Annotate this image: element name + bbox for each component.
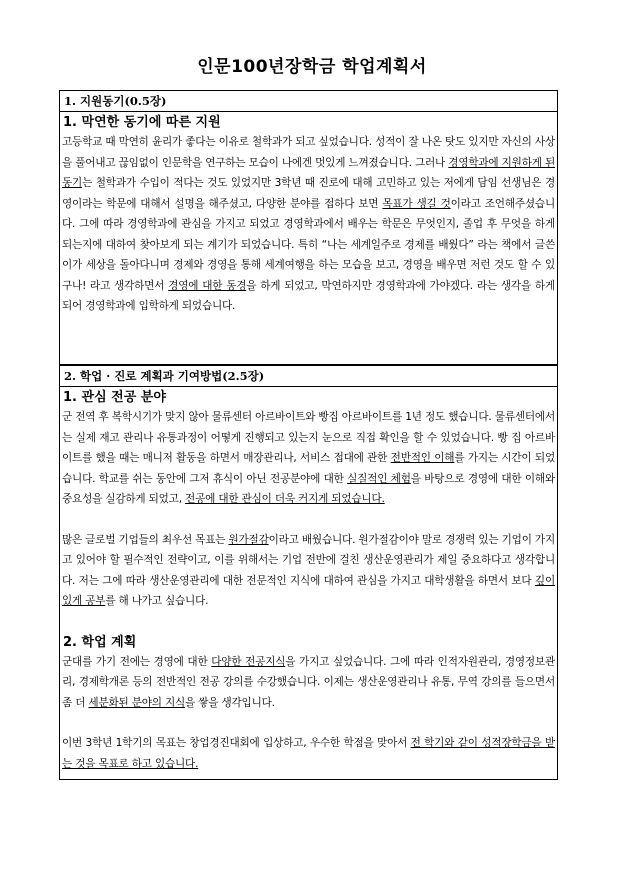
text-run: 을 바탕으로 경영에 대한 이해와 중요성을 실감하게 되었고, [62, 472, 555, 505]
text-run: 를 해 나가고 싶습니다. [105, 595, 209, 607]
underlined-text: 세분화된 분야의 지식 [88, 696, 186, 709]
underlined-text: 실질적인 체험 [347, 472, 411, 485]
cost-paragraph [60, 530, 557, 612]
underlined-text: 경영학과에 지원하게 된 동기 [62, 156, 556, 189]
interest-subheading: 1. 관심 전공 분야 [63, 390, 166, 405]
text-run: 이라고 조언해주셨습니다. 그에 따라 경영학과에 관심을 가지고 되었고 경영학과에서 배우는 학문은 무엇인지, 졸업 후 무엇을 하게 되는지에 대하여 찾아보게 되는 계기가 되었습니다. 특히 “나는 세계일주로 경제를 배웠다” 라는 책에서 글쓴이가 세상을 돌아다니며 경제와 경영을 통해 세계여행을 하는 모습을 보고, 경영을 배우면 저런 것도 할 수 있구나! 라고 생각하면서 [62, 197, 555, 292]
text-run: 을 쌓을 생각입니다. [185, 696, 275, 709]
study-plan-paragraph [60, 652, 557, 714]
spacer [60, 612, 557, 632]
study-plan-subheading: 2. 학업 계획 [63, 634, 137, 650]
text-run: 군대를 가기 전에는 경영에 대한 [62, 655, 212, 668]
interest-paragraph [60, 407, 557, 510]
text-run: 는 철학과가 수입이 적다는 것도 있었지만 3학년 때 진로에 대해 고민하고 있는 저에게 담임 선생님은 경영이라는 학문에 대해서 설명을 해주셨고, 다양한 분야를 접하다 보면 [62, 177, 555, 210]
underlined-text: 원가절감 [228, 533, 269, 546]
underlined-text: 전공에 대한 관심이 더욱 커지게 되었습니다. [185, 493, 385, 505]
section1-header: 1. 지원동기(0.5장) [60, 91, 557, 112]
underlined-text: 경영에 대한 동경 [168, 279, 247, 292]
motivation-paragraph [60, 132, 557, 317]
text-run: 을 가지고 싶었습니다. 그에 따라 인적자원관리, 경영정보관리, 경제학개론 등의 전반적인 전공 강의를 수강했습니다. 이제는 생산운영관리나 유통, 무역 강의를 들으면서 좀 더 [62, 655, 555, 709]
underlined-text: 다양한 전공지식 [211, 655, 286, 668]
plan-form [59, 90, 558, 780]
underlined-text: 전반적인 이해 [390, 452, 455, 464]
text-run: 군 전역 후 복학시기가 맞지 않아 물류센터 아르바이트와 빵집 아르바이트를 1년 정도 했습니다. 물류센터에서는 실제 재고 관리나 유통과정이 어떻게 진행되고 있는지 눈으로 직접 확인을 할 수 있었습니다. 빵 집 아르바이트를 했을 때는 매니저 활동을 하면서 매장관리나, 서비스 접대에 관한 [62, 411, 555, 464]
section1-body [60, 114, 557, 364]
underlined-text: 목표가 생길 것 [382, 197, 451, 210]
text-run: 를 가지는 시간이 되었습니다. 학교를 쉬는 동안에 그저 휴식이 아닌 전공분야에 대한 [62, 452, 555, 485]
text-run: 고등학교 때 막연히 윤리가 좋다는 이유로 철학과가 되고 싶었습니다. 성적이 잘 나온 탓도 있지만 자신의 사상을 풀어내고 끊임없이 인문학을 연구하는 모습이 나에겐 멋있게 느껴졌습니다. 그러나 [62, 136, 555, 169]
text-run: 을 하게 되었고, 막연하지만 경영학과에 가야겠다. 라는 생각을 하게 되어 경영학과에 입학하게 되었습니다. [62, 279, 555, 312]
spacer [60, 713, 557, 733]
text-run: 이라고 배웠습니다. 원가절감이야 말로 경쟁력 있는 기업이 가지고 있어야 할 필수적인 전략이고, 이를 위해서는 기업 전반에 걸친 생산운영관리가 제일 중요하다고 생각합니다. 저는 그에 따라 생산운영관리에 대한 전문적인 지식에 대하여 관심을 가지고 대학생활을 하면서 보다 [62, 533, 555, 587]
text-run: 많은 글로벌 기업들의 최우선 목표는 [62, 533, 229, 546]
underlined-text: 깊이 있게 공부 [62, 574, 555, 607]
section2-header: 2. 학업 · 진로 계획과 기여방법(2.5장) [60, 364, 557, 387]
text-run: 이번 3학년 1학기의 목표는 창업경진대회에 입상하고, 우수한 학점을 맞아서 [62, 737, 411, 749]
underlined-text: 전 학기와 같이 성적장학금을 받는 것을 목표로 하고 있습니다. [62, 737, 555, 770]
goal-paragraph [60, 733, 557, 774]
section1-subheading: 1. 막연한 동기에 따른 지원 [63, 115, 221, 130]
document-title: 인문100년장학금 학업계획서 [197, 57, 427, 77]
spacer [60, 510, 557, 530]
